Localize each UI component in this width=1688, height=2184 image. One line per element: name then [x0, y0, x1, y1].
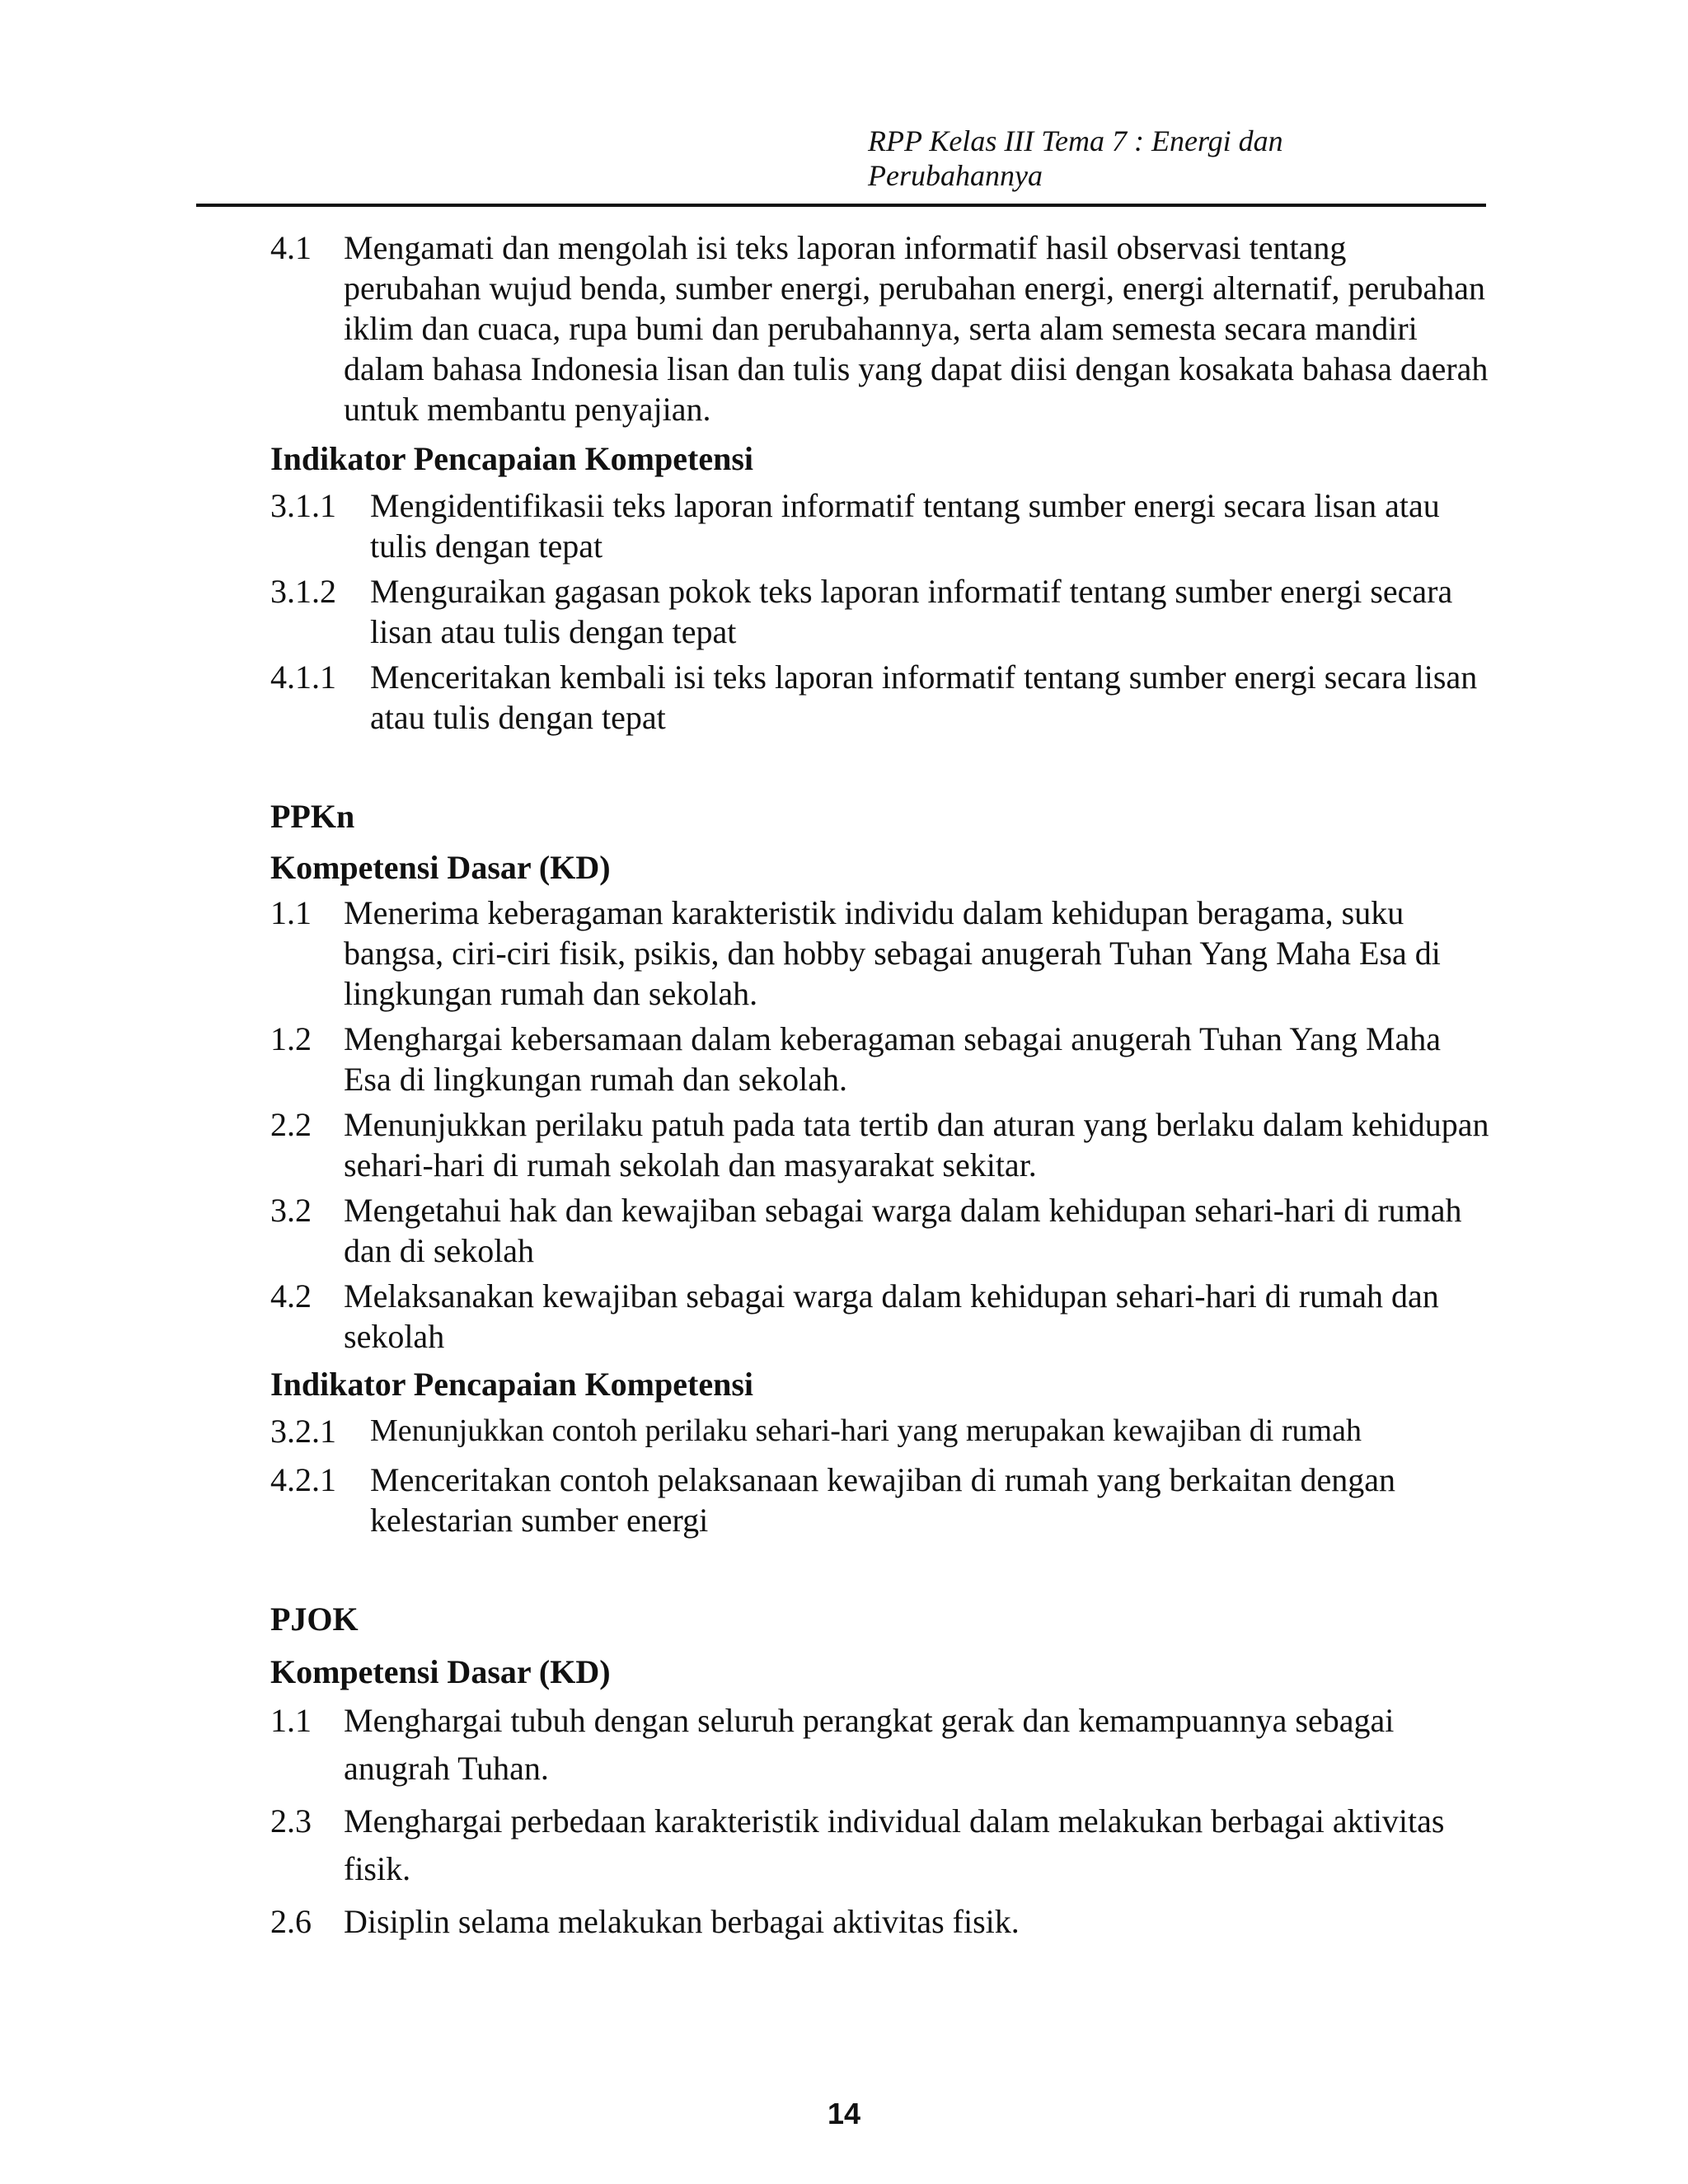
kd-number: 1.1: [270, 894, 312, 931]
indicator-number: 3.1.1: [270, 487, 336, 524]
kd-heading: Kompetensi Dasar (KD): [270, 849, 611, 886]
kd-item: [270, 1276, 1490, 1357]
indicator-heading: Indikator Pencapaian Kompetensi: [270, 440, 753, 477]
section-title: PJOK: [270, 1601, 359, 1638]
ppkn-section: [270, 794, 1490, 1540]
kd-text: Menghargai perbedaan karakteristik individual dalam melakukan berbagai aktivitas fisik.: [344, 1802, 1445, 1887]
kd-number: 4.1: [270, 229, 312, 266]
indicator-number: 3.2.1: [270, 1413, 336, 1450]
kd-number: 2.2: [270, 1106, 312, 1143]
section-title: PPKn: [270, 798, 355, 835]
indicator-text: Menguraikan gagasan pokok teks laporan informatif tentang sumber energi secara lisan atau tulis dengan tepat: [370, 573, 1453, 650]
kd-number: 2.3: [270, 1802, 312, 1840]
indicator-number: 4.1.1: [270, 658, 336, 696]
kd-text: Menunjukkan perilaku patuh pada tata tertib dan aturan yang berlaku dalam kehidupan sehari-hari di rumah sekolah dan masyarakat sekitar.: [344, 1106, 1489, 1183]
kd-item: [270, 1797, 1490, 1893]
indicator-number: 4.2.1: [270, 1461, 336, 1498]
kd-item: [270, 893, 1490, 1014]
indicator-item: [270, 571, 1490, 652]
indicator-item: [270, 485, 1490, 566]
kd-number: 1.1: [270, 1702, 312, 1739]
kd-item: [270, 227, 1490, 429]
kd-text: Menghargai tubuh dengan seluruh perangkat gerak dan kemampuannya sebagai anugrah Tuhan.: [344, 1702, 1395, 1787]
kd-number: 1.2: [270, 1020, 312, 1057]
kd-text: Mengetahui hak dan kewajiban sebagai warga dalam kehidupan sehari-hari di rumah dan di sekolah: [344, 1192, 1462, 1269]
indicator-text: Mengidentifikasii teks laporan informatif tentang sumber energi secara lisan atau tulis dengan tepat: [370, 487, 1440, 565]
kd-text: Mengamati dan mengolah isi teks laporan informatif hasil observasi tentang perubahan wujud benda, sumber energi, perubahan energi, energi alternatif, perubahan iklim dan cuaca, rupa bumi dan perubahannya, serta alam semesta secara mandiri dalam bahasa Indonesia lisan dan tulis yang dapat diisi dengan kosakata bahasa daerah untuk membantu penyajian.: [344, 229, 1489, 428]
page-number: 14: [827, 2097, 861, 2130]
kd-item: [270, 1898, 1490, 1946]
indicator-item: [270, 1411, 1490, 1451]
kd-number: 2.6: [270, 1903, 312, 1940]
kd-item: [270, 1104, 1490, 1185]
indicator-item: [270, 1460, 1490, 1540]
header-rule: [196, 204, 1486, 207]
indicator-number: 3.1.2: [270, 573, 336, 610]
indicator-text: Menunjukkan contoh perilaku sehari-hari yang merupakan kewajiban di rumah: [370, 1413, 1362, 1448]
indicator-text: Menceritakan kembali isi teks laporan informatif tentang sumber energi secara lisan atau tulis dengan tepat: [370, 658, 1478, 736]
kd-text: Melaksanakan kewajiban sebagai warga dalam kehidupan sehari-hari di rumah dan sekolah: [344, 1277, 1439, 1355]
header-line-2: Perubahannya: [868, 159, 1043, 192]
indicator-heading: Indikator Pencapaian Kompetensi: [270, 1366, 753, 1403]
page-content: [270, 227, 1490, 1951]
kd-item: [270, 1019, 1490, 1099]
kd-text: Menerima keberagaman karakteristik individu dalam kehidupan beragama, suku bangsa, ciri-ciri fisik, psikis, dan hobby sebagai anugerah Tuhan Yang Maha Esa di lingkungan rumah dan sekolah.: [344, 894, 1441, 1012]
kd-text: Disiplin selama melakukan berbagai aktivitas fisik.: [344, 1903, 1020, 1940]
running-header: [868, 124, 1329, 193]
kd-item: [270, 1697, 1490, 1793]
header-line-1: RPP Kelas III Tema 7 : Energi dan: [868, 124, 1283, 157]
pjok-section: [270, 1596, 1490, 1946]
kd-number: 3.2: [270, 1192, 312, 1229]
indicator-item: [270, 657, 1490, 738]
indicator-text: Menceritakan contoh pelaksanaan kewajiban di rumah yang berkaitan dengan kelestarian sumber energi: [370, 1461, 1395, 1539]
kd-number: 4.2: [270, 1277, 312, 1315]
kd-heading: Kompetensi Dasar (KD): [270, 1653, 611, 1690]
kd-text: Menghargai kebersamaan dalam keberagaman sebagai anugerah Tuhan Yang Maha Esa di lingkungan rumah dan sekolah.: [344, 1020, 1442, 1098]
kd-item: [270, 1190, 1490, 1271]
